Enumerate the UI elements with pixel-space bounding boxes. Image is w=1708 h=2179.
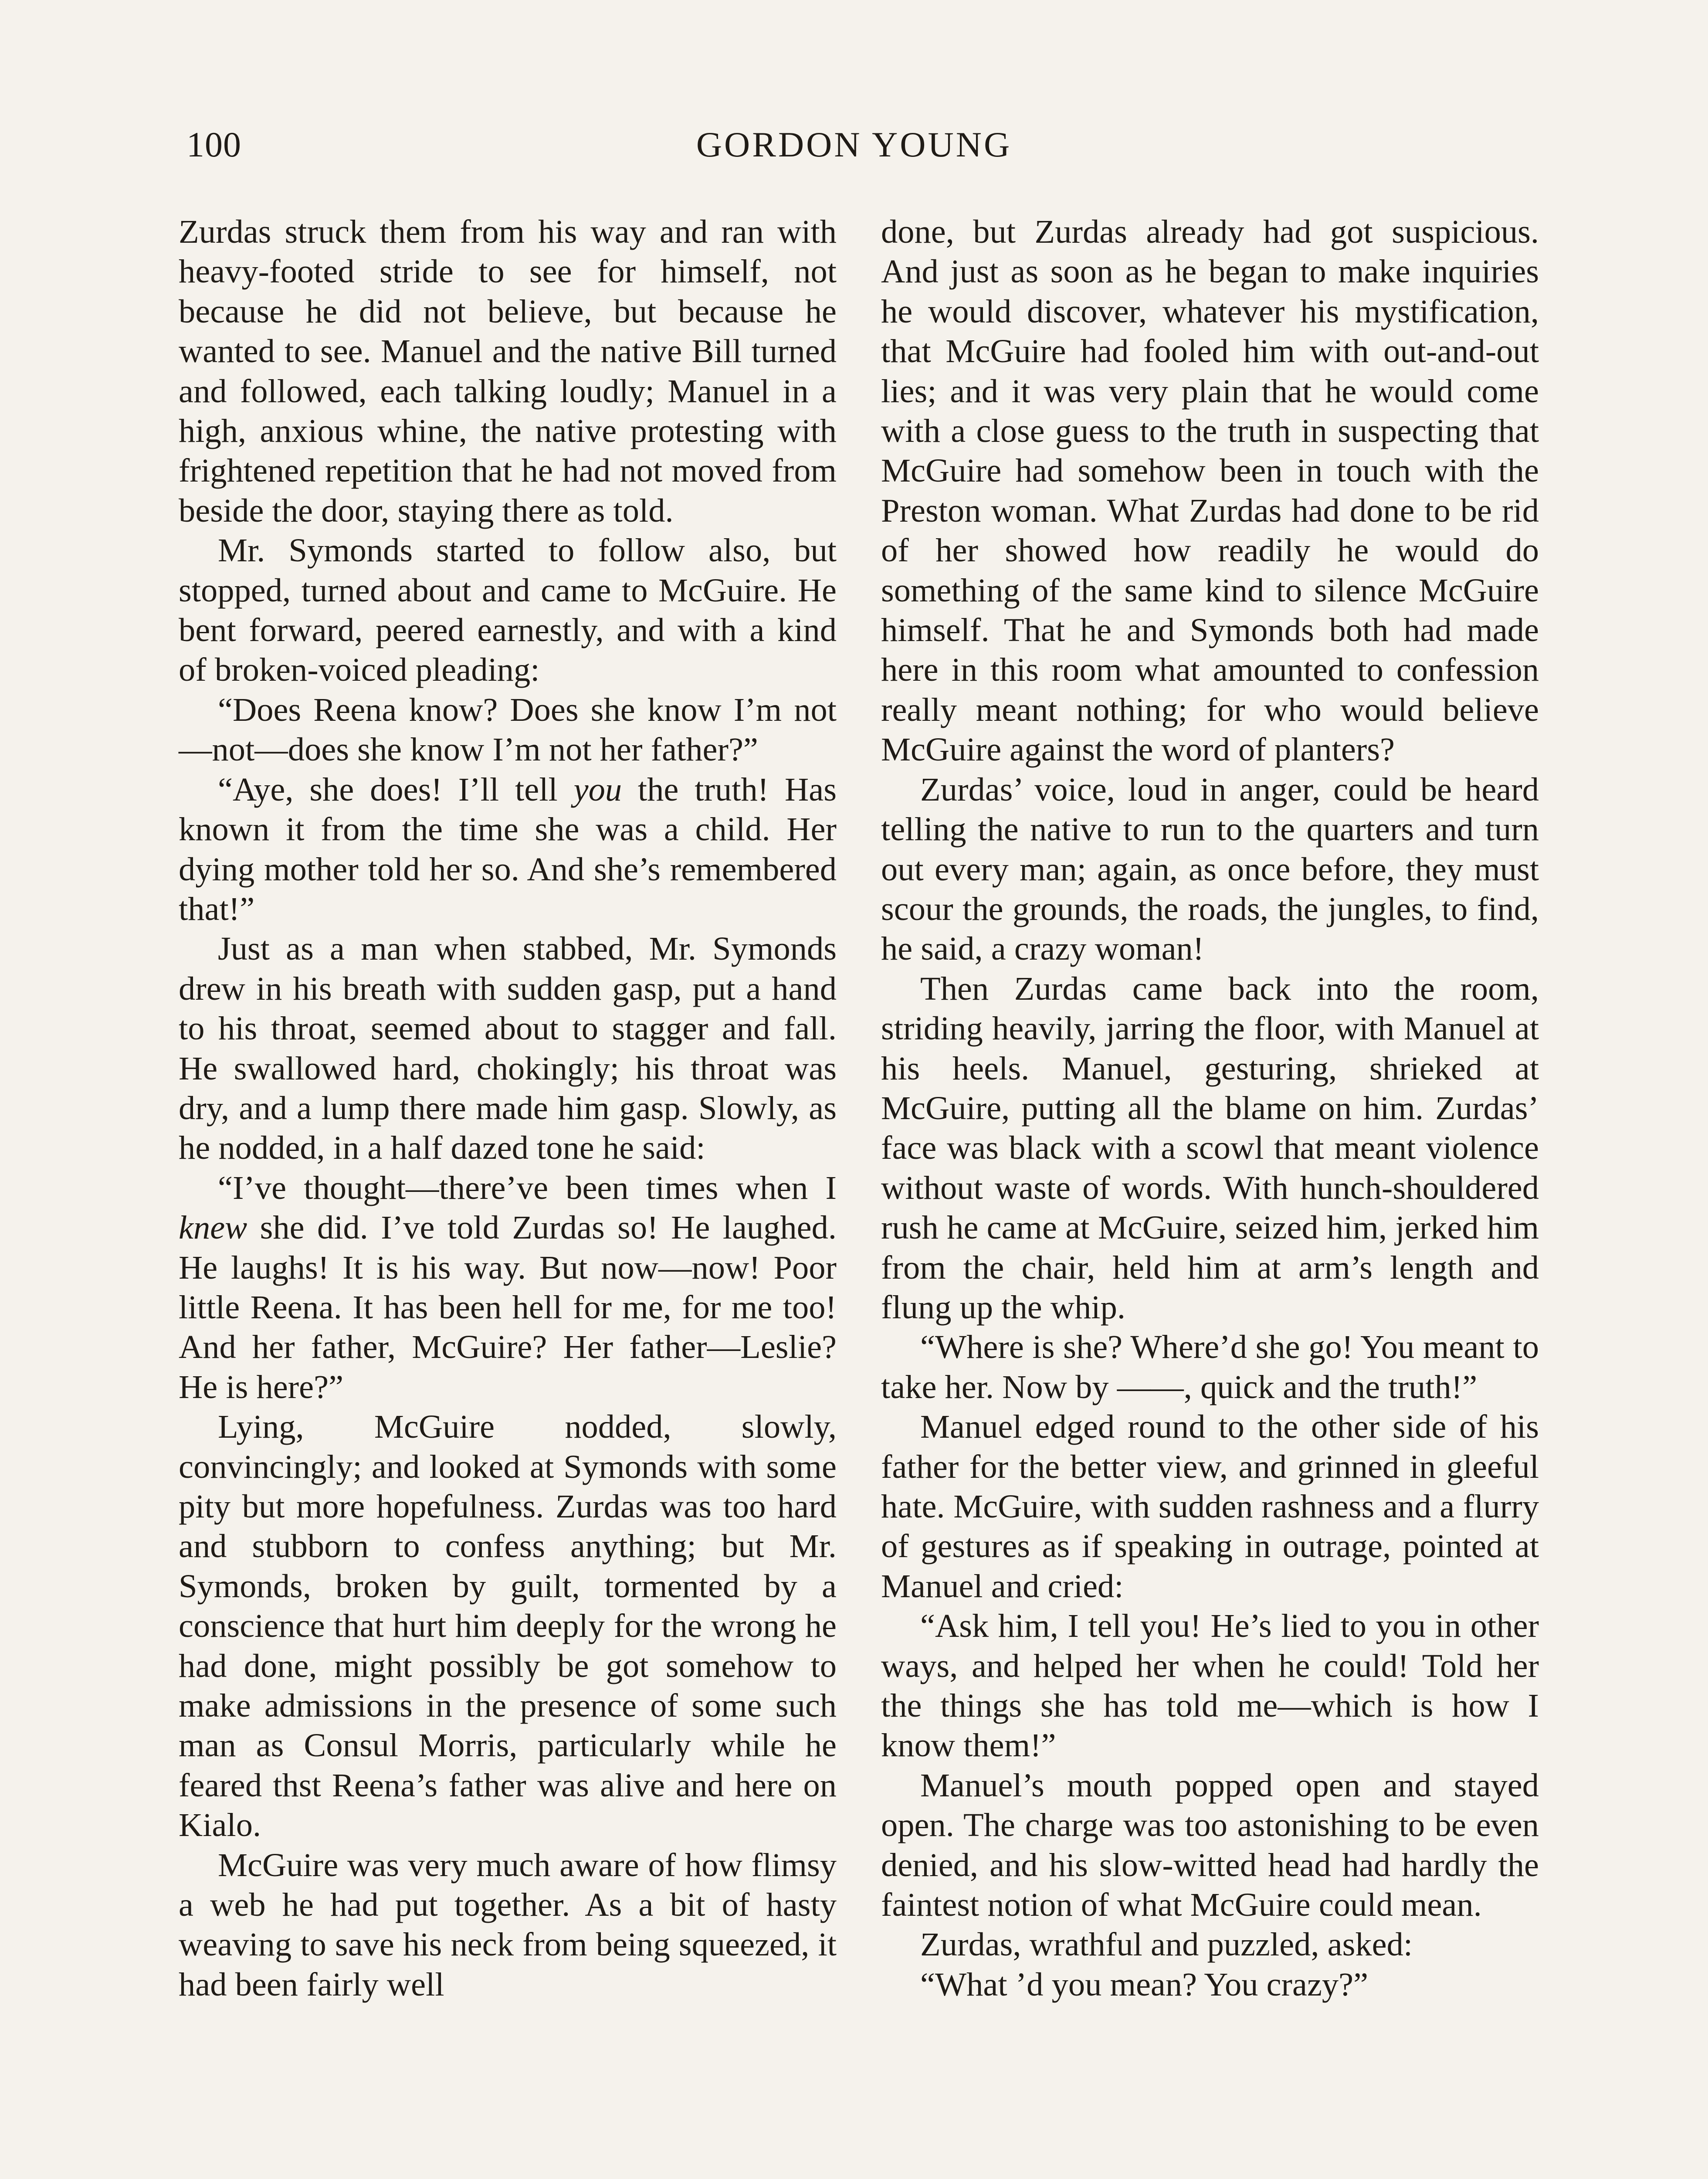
paragraph [179,1168,837,1407]
paragraph-text: Zurdas’ voice, loud in anger, could be heard telling the native to run to the quarters and turn out every man; again, as once before, they must scour the grounds, the roads, the jungles, to find, he said, a crazy woman! [881,770,1539,967]
paragraph-text: McGuire was very much aware of how flimsy a web he had put together. As a bit of hasty weaving to save his neck from being squeezed, it had been fairly well [179,1846,837,2003]
paragraph [179,690,837,770]
paragraph-text: Lying, McGuire nodded, slowly, convincingly; and looked at Symonds with some pity but more hopefulness. Zurdas was too hard and stubborn to confess anything; but Mr. Symonds, broken by guilt, tormented by a conscience that hurt him deeply for the wrong he had done, might possibly be got somehow to make admissions in the presence of some such man as Consul Morris, particularly while he feared thst Reena’s father was alive and here on Kialo. [179,1408,837,1844]
paragraph [881,212,1539,770]
paragraph-text: “I’ve thought—there’ve been times when I [218,1169,837,1206]
paragraph-text: Manuel’s mouth popped open and stayed open. The charge was too astonishing to be even denied, and his slow-witted head had hardly the faintest notion of what McGuire could mean. [881,1766,1539,1924]
paragraph [881,969,1539,1327]
paragraph [179,1407,837,1845]
right-column [881,212,1539,2004]
left-column [179,212,837,2004]
italic-text: knew [179,1209,247,1246]
paragraph [179,530,837,690]
paragraph [179,929,837,1168]
paragraph-text: Just as a man when stabbed, Mr. Symonds drew in his breath with sudden gasp, put a hand to his throat, seemed about to stagger and fall. He swallowed hard, chokingly; his throat was dry, and a lump there made him gasp. Slowly, as he nodded, in a half dazed tone he said: [179,930,837,1167]
paragraph [881,1924,1539,1964]
paragraph-text: Zurdas, wrathful and puzzled, asked: [920,1926,1413,1963]
paragraph-text: Zurdas struck them from his way and ran with heavy-footed stride to see for himself, not because he did not believe, but because he wanted to see. Manuel and the native Bill turned and followed, each talking loudly; Manuel in a high, anxious whine, the native protesting with frightened repetition that he had not moved from beside the door, staying there as told. [179,213,837,529]
paragraph [179,1845,837,2005]
paragraph-text: done, but Zurdas already had got suspicious. And just as soon as he began to make inquiries he would discover, whatever his mystification, that McGuire had fooled him with out-and-out lies; and it was very plain that he would come with a close guess to the truth in suspecting that McGuire had somehow been in touch with the Preston woman. What Zurdas had done to be rid of her showed how readily he would do something of the same kind to silence McGuire himself. That he and Symonds both had made here in this room what amounted to confession really meant nothing; for who would believe McGuire against the word of planters? [881,213,1539,768]
running-head: GORDON YOUNG [696,125,1012,164]
paragraph-text: the truth! Has known it from the time she was a child. Her dying mother told her so. And she’s remembered that!” [179,770,837,927]
paragraph [881,1327,1539,1407]
paragraph [881,1606,1539,1765]
paragraph [881,1965,1539,2004]
paragraph-text: she did. I’ve told Zurdas so! He laughed. He laughs! It is his way. But now—now! Poor little Reena. It has been hell for me, for me too! And her father, McGuire? Her father—Leslie? He is here?” [179,1209,837,1405]
paragraph-text: “Ask him, I tell you! He’s lied to you in other ways, and helped her when he could! Told her the things she has told me—which is how I know them!” [881,1607,1539,1764]
paragraph-text: Manuel edged round to the other side of his father for the better view, and grinned in gleeful hate. McGuire, with sudden rashness and a flurry of gestures as if speaking in outrage, pointed at Manuel and cried: [881,1408,1539,1605]
paragraph-text: “What ’d you mean? You crazy?” [920,1965,1369,2003]
paragraph [179,212,837,530]
page-number: 100 [186,125,241,164]
paragraph-text: “Where is she? Where’d she go! You meant to take her. Now by ——, quick and the truth!” [881,1328,1539,1405]
paragraph-text: Then Zurdas came back into the room, striding heavily, jarring the floor, with Manuel at his heels. Manuel, gesturing, shrieked at McGuire, putting all the blame on him. Zurdas’ face was black with a scowl that meant violence without waste of words. With hunch-shouldered rush he came at McGuire, seized him, jerked him from the chair, held him at arm’s length and flung up the whip. [881,970,1539,1326]
paragraph-text: “Aye, she does! I’ll tell [218,770,574,808]
paragraph [881,1407,1539,1606]
paragraph [881,1765,1539,1925]
paragraph [179,770,837,929]
italic-text: you [573,770,622,808]
paragraph-text: “Does Reena know? Does she know I’m not—not—does she know I’m not her father?” [179,691,837,768]
paragraph-text: Mr. Symonds started to follow also, but stopped, turned about and came to McGuire. He bent forward, peered earnestly, and with a kind of broken-voiced pleading: [179,532,837,689]
paragraph [881,770,1539,969]
